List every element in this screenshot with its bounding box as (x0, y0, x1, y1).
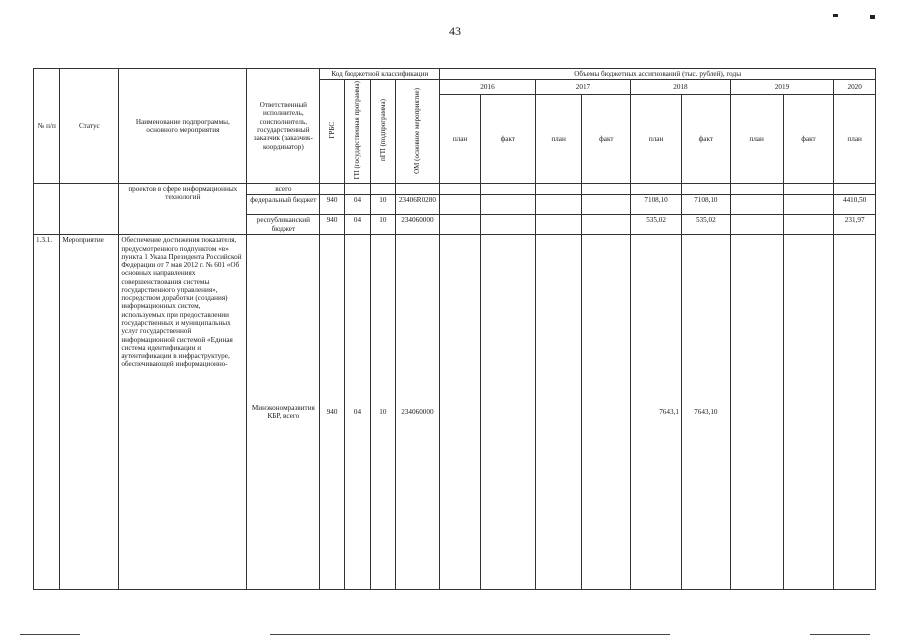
budget-table (33, 68, 876, 590)
col-executor: Ответственный исполнитель, соисполнитель, государственный заказчик (заказчик-координатор) (247, 69, 320, 184)
cell-grbs: 940 (320, 195, 344, 215)
year-2020: 2020 (834, 80, 876, 95)
table-row (34, 183, 876, 194)
cell-executor: Минэкономразвития КБР, всего (247, 235, 320, 590)
col-plan: план (730, 95, 783, 184)
cell-2018-fact: 535,02 (681, 215, 730, 235)
col-fact: факт (582, 95, 631, 184)
col-grbs: ГРБС (328, 122, 337, 139)
col-name: Наименование подпрограммы, основного мероприятия (119, 69, 247, 184)
cell-name: Обеспечение достижения показателя, предусмотренного подпунктом «в» пункта 1 Указа Президента Российской Федерации от 7 мая 2012 г. № 601 «Об основных направлениях совершенствования системы государственного управления», посредством доработки (создания) информационных систем, используемых при предоставлении государственных и муниципальных услуг государственной информационной системой «Единая система идентификации и аутентификации в инфраструктуре, обеспечивающей информационно- (119, 235, 247, 590)
cell-gp: 04 (344, 235, 370, 590)
cell-2018-plan: 7108,10 (631, 195, 682, 215)
col-num: № п/п (34, 69, 60, 184)
cell-grbs: 940 (320, 235, 344, 590)
cell-2020-plan: 4410,50 (834, 195, 876, 215)
year-2017: 2017 (535, 80, 630, 95)
table-row (34, 235, 876, 590)
col-pgp: пГП (подпрограмма) (378, 99, 387, 162)
col-budget-code: Код бюджетной классификации (320, 69, 440, 80)
col-volumes: Объемы бюджетных ассигнований (тыс. рублей), годы (440, 69, 876, 80)
col-plan: план (631, 95, 682, 184)
col-gp: ГП (государственная программа) (353, 81, 362, 180)
cell-executor: республиканский бюджет (247, 215, 320, 235)
cell-grbs: 940 (320, 215, 344, 235)
scan-mark (833, 14, 838, 17)
year-2019: 2019 (730, 80, 834, 95)
cell-2018-fact: 7643,10 (681, 235, 730, 590)
cell-gp: 04 (344, 195, 370, 215)
cell-om: 23406R0280 (395, 195, 440, 215)
cell-gp: 04 (344, 215, 370, 235)
col-fact: факт (681, 95, 730, 184)
col-plan: план (834, 95, 876, 184)
cell-name: проектов в сфере информационных технологий (119, 183, 247, 234)
col-fact: факт (480, 95, 535, 184)
col-fact: факт (783, 95, 834, 184)
scan-edge (810, 634, 870, 635)
cell-2018-plan: 7643,1 (631, 235, 682, 590)
cell-om: 234060000 (395, 215, 440, 235)
year-2018: 2018 (631, 80, 731, 95)
cell-pgp: 10 (371, 235, 395, 590)
cell-2018-plan: 535,02 (631, 215, 682, 235)
col-plan: план (535, 95, 582, 184)
cell-2018-fact: 7108,10 (681, 195, 730, 215)
page-number: 43 (449, 24, 461, 38)
scan-edge (20, 634, 80, 635)
cell-executor: федеральный бюджет (247, 195, 320, 215)
scan-edge (270, 634, 670, 635)
cell-om: 234060000 (395, 235, 440, 590)
cell-num: 1.3.1. (34, 235, 60, 590)
cell-pgp: 10 (371, 195, 395, 215)
scan-mark (870, 15, 875, 19)
cell-2020-plan: 231,97 (834, 215, 876, 235)
cell-pgp: 10 (371, 215, 395, 235)
col-plan: план (440, 95, 481, 184)
cell-executor: всего (247, 183, 320, 194)
col-om: ОМ (основное мероприятие) (413, 87, 422, 174)
cell-status: Мероприятие (60, 235, 119, 590)
col-status: Статус (60, 69, 119, 184)
year-2016: 2016 (440, 80, 535, 95)
